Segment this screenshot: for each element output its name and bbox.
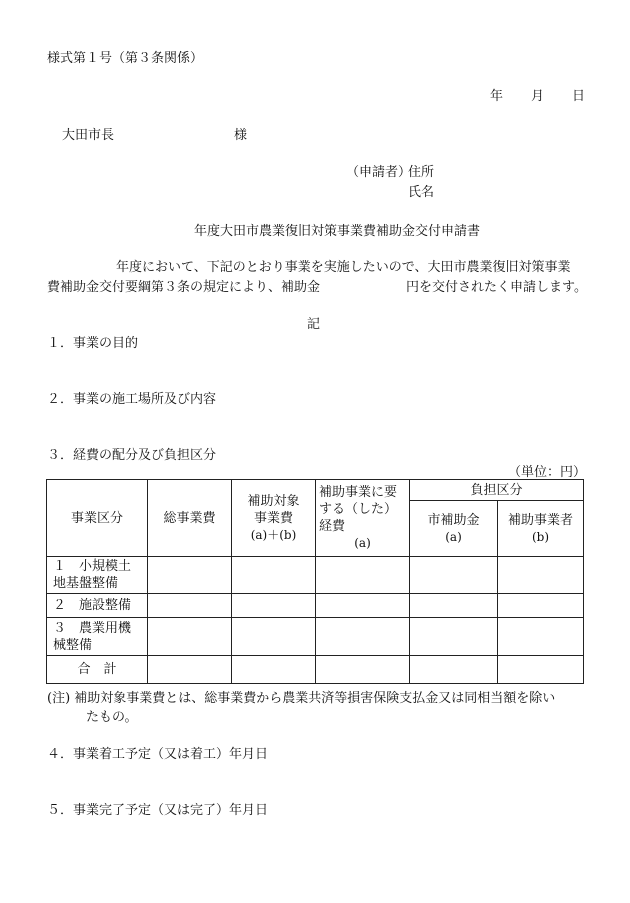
- table-cell[interactable]: [316, 656, 410, 684]
- section-2-heading: ２．事業の施工場所及び内容: [47, 392, 217, 407]
- table-cell[interactable]: [316, 594, 410, 618]
- table-cell[interactable]: [148, 594, 232, 618]
- row-label-line-1: ３ 農業用機: [53, 620, 132, 636]
- table-cell[interactable]: [232, 618, 316, 656]
- note-line-1: (注) 補助対象事業費とは、総事業費から農業共済等損害保険支払金又は同相当額を除い: [47, 691, 556, 706]
- row-label: [47, 618, 148, 656]
- addressee: 大田市長: [62, 128, 115, 143]
- header-eligible-cost: [232, 480, 316, 557]
- row-label-line-1: １ 小規模土: [53, 559, 132, 574]
- header-required-line-3: 経費: [319, 519, 346, 534]
- total-label: 合 計: [47, 656, 148, 684]
- header-eligible-line-3: (a)＋(b): [250, 527, 297, 542]
- header-required-line-1: 補助事業に要: [319, 485, 398, 500]
- row-label: [47, 557, 148, 594]
- table-cell[interactable]: [148, 618, 232, 656]
- header-total-cost: 総事業費: [148, 480, 232, 557]
- header-city-subsidy-mark: (a): [445, 529, 462, 544]
- table-cell[interactable]: [232, 594, 316, 618]
- note-line-2: たもの。: [86, 710, 138, 725]
- header-eligible-line-1: 補助対象: [247, 493, 300, 509]
- date-day: 日: [571, 89, 585, 104]
- row-label-line-2: 地基盤整備: [53, 576, 119, 591]
- table-cell[interactable]: [498, 618, 584, 656]
- applicant-address-label: 住所: [408, 165, 435, 180]
- table-cell[interactable]: [148, 557, 232, 594]
- table-row: [47, 557, 584, 594]
- header-city-subsidy: [410, 501, 498, 557]
- unit-label: （単位：円）: [508, 465, 587, 480]
- table-cell[interactable]: [498, 594, 584, 618]
- row-label-line-2: 械整備: [53, 637, 93, 653]
- honorific: 様: [234, 128, 248, 143]
- header-required-cost: [316, 480, 410, 557]
- header-category: 事業区分: [47, 480, 148, 557]
- header-eligible-line-2: 事業費: [253, 510, 293, 526]
- header-required-line-2: する（した）: [319, 502, 398, 517]
- table-cell[interactable]: [232, 656, 316, 684]
- table-cell[interactable]: [316, 618, 410, 656]
- table-cell[interactable]: [148, 656, 232, 684]
- header-burden: 負担区分: [410, 480, 584, 501]
- table-cell[interactable]: [410, 656, 498, 684]
- header-operator-mark: (b): [531, 529, 550, 544]
- body-text-line-2b: 円を交付されたく申請します。: [406, 280, 587, 295]
- table-cell[interactable]: [410, 557, 498, 594]
- section-5-heading: ５．事業完了予定（又は完了）年月日: [47, 803, 269, 818]
- table-cell[interactable]: [316, 557, 410, 594]
- table-cell[interactable]: [410, 618, 498, 656]
- date-year: 年: [490, 89, 504, 104]
- document-title: 年度大田市農業復旧対策事業費補助金交付申請書: [194, 224, 481, 239]
- body-text-line-2a: 費補助金交付要綱第３条の規定により、補助金: [47, 280, 321, 295]
- ki-heading: 記: [307, 317, 321, 332]
- applicant-name-label: 氏名: [408, 185, 435, 200]
- table-row: [47, 618, 584, 656]
- form-number: 様式第１号（第３条関係）: [47, 51, 204, 66]
- section-1-heading: １．事業の目的: [47, 336, 139, 351]
- table-cell[interactable]: [498, 557, 584, 594]
- body-text-line-1: 年度において、下記のとおり事業を実施したいので、大田市農業復旧対策事業: [116, 260, 571, 275]
- table-total-row: [47, 656, 584, 684]
- header-required-line-4: (a): [354, 536, 371, 550]
- expense-table: [46, 479, 584, 684]
- header-city-subsidy-label: 市補助金: [427, 512, 480, 528]
- section-3-heading: ３．経費の配分及び負担区分: [47, 448, 217, 463]
- date-line: [490, 85, 585, 104]
- section-4-heading: ４．事業着工予定（又は着工）年月日: [47, 747, 269, 762]
- header-operator-label: 補助事業者: [508, 512, 574, 528]
- table-cell[interactable]: [410, 594, 498, 618]
- header-operator: [498, 501, 584, 557]
- table-header-row: [47, 480, 584, 501]
- table-row: [47, 594, 584, 618]
- applicant-role: （申請者）: [346, 165, 412, 180]
- table-cell[interactable]: [498, 656, 584, 684]
- row-label: ２ 施設整備: [47, 594, 148, 618]
- date-month: 月: [530, 89, 544, 104]
- table-cell[interactable]: [232, 557, 316, 594]
